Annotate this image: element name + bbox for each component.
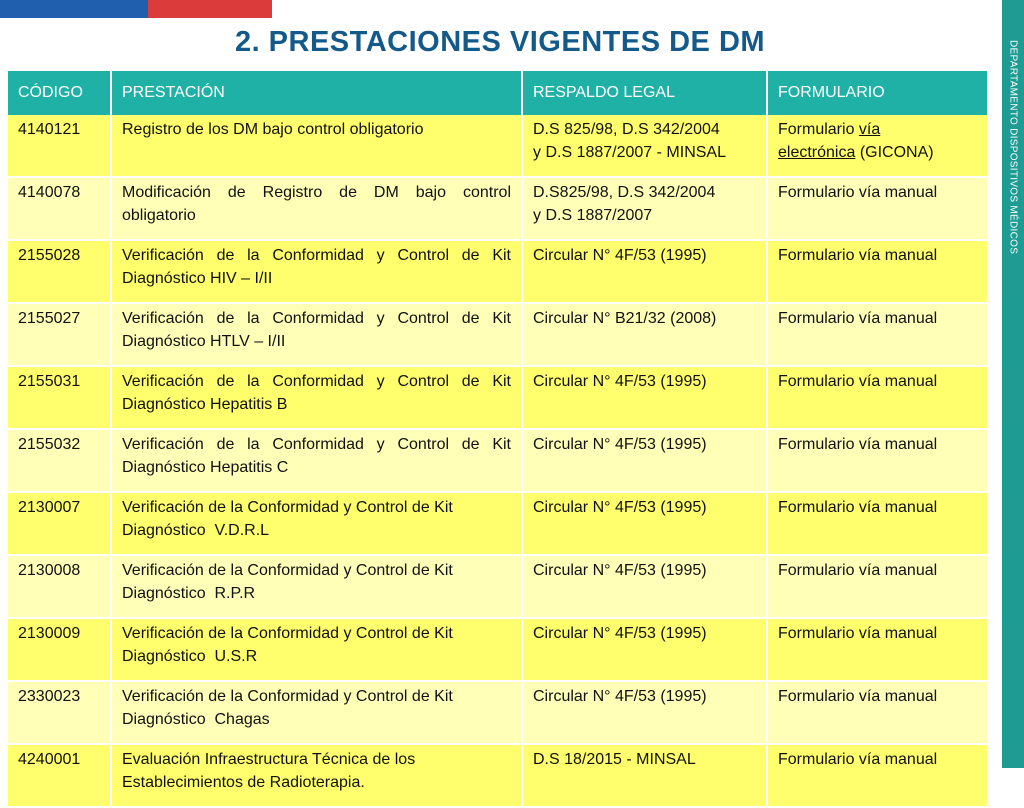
cell-formulario: Formulario vía manual: [767, 492, 988, 555]
prestacion-line-2: Diagnóstico V.D.R.L: [122, 522, 270, 539]
cell-prestacion: [111, 744, 522, 807]
side-label-container: [1003, 26, 1023, 268]
cell-respaldo: Circular N° 4F/53 (1995): [522, 681, 767, 744]
cell-prestacion: [111, 492, 522, 555]
cell-respaldo: Circular N° 4F/53 (1995): [522, 429, 767, 492]
respaldo-line-2: y D.S 1887/2007 - MINSAL: [533, 144, 726, 161]
prestacion-line-1: Verificación de la Conformidad y Control de Kit: [122, 625, 453, 642]
cell-formulario: Formulario vía manual: [767, 303, 988, 366]
cell-formulario: Formulario vía manual: [767, 618, 988, 681]
flag-stripe-red: [148, 0, 272, 18]
cell-respaldo: [522, 115, 767, 177]
prestacion-line-2: Diagnóstico R.P.R: [122, 585, 256, 602]
table-row: [8, 177, 988, 240]
table-row: [8, 681, 988, 744]
table-row: [8, 618, 988, 681]
cell-codigo: 2155028: [8, 240, 111, 303]
cell-prestacion: Verificación de la Conformidad y Control de Kit Diagnóstico Hepatitis C: [111, 429, 522, 492]
cell-respaldo: Circular N° 4F/53 (1995): [522, 555, 767, 618]
cell-formulario: Formulario vía manual: [767, 240, 988, 303]
table-row: [8, 366, 988, 429]
cell-prestacion: Verificación de la Conformidad y Control de Kit Diagnóstico HIV – I/II: [111, 240, 522, 303]
slide-title: 2. PRESTACIONES VIGENTES DE DM: [234, 26, 766, 58]
table-header-row: [8, 71, 988, 115]
cell-prestacion: [111, 555, 522, 618]
cell-prestacion: [111, 618, 522, 681]
respaldo-line-1: D.S825/98, D.S 342/2004: [533, 184, 716, 201]
cell-respaldo: Circular N° 4F/53 (1995): [522, 240, 767, 303]
cell-prestacion: Registro de los DM bajo control obligatorio: [111, 115, 522, 177]
cell-respaldo: Circular N° 4F/53 (1995): [522, 492, 767, 555]
table-container: [8, 71, 988, 808]
side-label: DEPARTAMENTO DISPOSITIVOS MÉDICOS: [1007, 39, 1019, 255]
header-codigo: CÓDIGO: [8, 71, 111, 115]
cell-codigo: 4240001: [8, 744, 111, 807]
cell-formulario: Formulario vía manual: [767, 366, 988, 429]
formulario-text-d: (GICONA): [855, 144, 934, 161]
cell-respaldo: Circular N° 4F/53 (1995): [522, 618, 767, 681]
table-row: [8, 303, 988, 366]
cell-codigo: 2155031: [8, 366, 111, 429]
cell-prestacion: Verificación de la Conformidad y Control de Kit Diagnóstico Hepatitis B: [111, 366, 522, 429]
cell-formulario: Formulario vía manual: [767, 744, 988, 807]
prestacion-line-1: Evaluación Infraestructura Técnica de los: [122, 751, 416, 768]
header-respaldo-legal: RESPALDO LEGAL: [522, 71, 767, 115]
cell-respaldo: Circular N° B21/32 (2008): [522, 303, 767, 366]
respaldo-line-2: y D.S 1887/2007: [533, 207, 653, 224]
header-prestacion: PRESTACIÓN: [111, 71, 522, 115]
cell-codigo: 2155032: [8, 429, 111, 492]
table-row: [8, 115, 988, 177]
prestacion-line-2: Diagnóstico U.S.R: [122, 648, 258, 665]
cell-codigo: 2130007: [8, 492, 111, 555]
cell-codigo: 4140121: [8, 115, 111, 177]
cell-codigo: 2330023: [8, 681, 111, 744]
prestacion-line-1: Verificación de la Conformidad y Control de Kit: [122, 688, 453, 705]
cell-codigo: 4140078: [8, 177, 111, 240]
cell-codigo: 2130008: [8, 555, 111, 618]
table-row: [8, 555, 988, 618]
cell-formulario: Formulario vía manual: [767, 555, 988, 618]
cell-respaldo: D.S 18/2015 - MINSAL: [522, 744, 767, 807]
cell-formulario: [767, 115, 988, 177]
prestacion-line-1: Verificación de la Conformidad y Control de Kit: [122, 562, 453, 579]
formulario-link-electronica[interactable]: electrónica: [778, 144, 856, 161]
table-row: [8, 744, 988, 807]
cell-formulario: Formulario vía manual: [767, 681, 988, 744]
flag-stripe-blue: [0, 0, 148, 18]
prestaciones-table: [8, 71, 989, 808]
prestacion-line-2: Diagnóstico Chagas: [122, 711, 270, 728]
cell-codigo: 2130009: [8, 618, 111, 681]
cell-codigo: 2155027: [8, 303, 111, 366]
cell-prestacion: [111, 681, 522, 744]
cell-prestacion: Verificación de la Conformidad y Control de Kit Diagnóstico HTLV – I/II: [111, 303, 522, 366]
cell-respaldo: [522, 177, 767, 240]
table-row: [8, 429, 988, 492]
cell-respaldo: Circular N° 4F/53 (1995): [522, 366, 767, 429]
table-row: [8, 240, 988, 303]
formulario-text-a: Formulario: [778, 121, 859, 138]
formulario-link-via[interactable]: vía: [858, 121, 881, 138]
table-row: [8, 492, 988, 555]
cell-prestacion: Modificación de Registro de DM bajo control obligatorio: [111, 177, 522, 240]
cell-formulario: Formulario vía manual: [767, 429, 988, 492]
cell-formulario: Formulario vía manual: [767, 177, 988, 240]
prestacion-line-1: Verificación de la Conformidad y Control de Kit: [122, 499, 453, 516]
header-formulario: FORMULARIO: [767, 71, 988, 115]
respaldo-line-1: D.S 825/98, D.S 342/2004: [533, 121, 720, 138]
prestacion-line-2: Establecimientos de Radioterapia.: [122, 774, 365, 791]
